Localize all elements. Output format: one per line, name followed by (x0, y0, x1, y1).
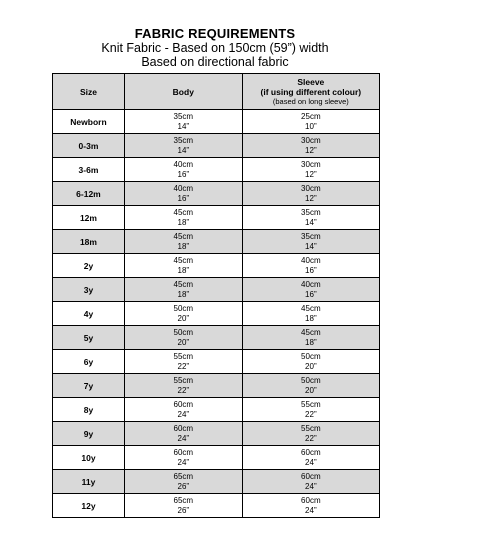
body-cm-value: 55cm (173, 375, 194, 385)
column-header-body: Body (124, 74, 242, 110)
table-body (53, 110, 380, 518)
sleeve-cell (242, 398, 379, 422)
table-row (53, 182, 380, 206)
size-cell: 3y (53, 278, 125, 302)
sleeve-cell (242, 302, 379, 326)
subtitle-directional: Based on directional fabric (141, 55, 289, 69)
body-inch-value: 14” (177, 121, 190, 131)
sleeve-cell (242, 446, 379, 470)
sleeve-inch-value: 12” (305, 145, 317, 155)
body-cell (124, 110, 242, 134)
table-row (53, 374, 380, 398)
sleeve-inch-value: 14” (305, 217, 317, 227)
body-cm-value: 45cm (173, 279, 194, 289)
body-inch-value: 18” (177, 217, 190, 227)
sleeve-cm-value: 45cm (301, 303, 321, 313)
body-cm-value: 65cm (173, 471, 194, 481)
sleeve-cm-value: 55cm (301, 399, 321, 409)
body-inch-value: 18” (177, 265, 190, 275)
sleeve-cell (242, 326, 379, 350)
body-cell (124, 278, 242, 302)
table-row (53, 230, 380, 254)
page-title: FABRIC REQUIREMENTS (134, 26, 296, 41)
sleeve-inch-value: 22” (305, 409, 317, 419)
table-row (53, 494, 380, 518)
subtitle-fabric-width: Knit Fabric - Based on 150cm (59”) width (101, 41, 329, 55)
table-row (53, 158, 380, 182)
body-cell (124, 398, 242, 422)
body-cm-value: 45cm (173, 231, 194, 241)
body-cm-value: 50cm (173, 327, 194, 337)
body-cm-value: 45cm (173, 255, 194, 265)
size-cell: 18m (53, 230, 125, 254)
size-cell: 0-3m (53, 134, 125, 158)
sleeve-cm-value: 35cm (301, 231, 321, 241)
body-cell (124, 134, 242, 158)
table-row (53, 206, 380, 230)
body-cm-value: 35cm (173, 111, 194, 121)
sleeve-cell (242, 470, 379, 494)
size-cell: 4y (53, 302, 125, 326)
sleeve-cm-value: 60cm (301, 471, 321, 481)
sleeve-inch-value: 24” (305, 481, 317, 491)
column-header-sleeve (242, 74, 379, 110)
sleeve-cell (242, 206, 379, 230)
sleeve-inch-value: 14” (305, 241, 317, 251)
size-cell: 7y (53, 374, 125, 398)
body-inch-value: 20” (177, 337, 190, 347)
body-cell (124, 182, 242, 206)
body-cell (124, 302, 242, 326)
sleeve-cm-value: 40cm (301, 255, 321, 265)
sleeve-cell (242, 422, 379, 446)
body-cell (124, 494, 242, 518)
sleeve-cm-value: 45cm (301, 327, 321, 337)
body-cm-value: 40cm (173, 183, 194, 193)
table-row (53, 278, 380, 302)
sleeve-cell (242, 254, 379, 278)
body-cm-value: 55cm (173, 351, 194, 361)
body-cm-value: 60cm (173, 447, 194, 457)
sleeve-inch-value: 18” (305, 313, 317, 323)
table-row (53, 110, 380, 134)
body-inch-value: 18” (177, 241, 190, 251)
sleeve-cell (242, 134, 379, 158)
table-row (53, 326, 380, 350)
size-cell: 12y (53, 494, 125, 518)
size-cell: 8y (53, 398, 125, 422)
sleeve-cm-value: 30cm (301, 135, 321, 145)
sleeve-cm-value: 60cm (301, 495, 321, 505)
table-row (53, 302, 380, 326)
sleeve-inch-value: 16” (305, 289, 317, 299)
body-inch-value: 24” (177, 457, 190, 467)
table-row (53, 422, 380, 446)
body-cm-value: 50cm (173, 303, 194, 313)
size-cell: 6-12m (53, 182, 125, 206)
body-cm-value: 60cm (173, 399, 194, 409)
size-cell: 10y (53, 446, 125, 470)
body-cell (124, 254, 242, 278)
body-inch-value: 16” (177, 169, 190, 179)
body-inch-value: 20” (177, 313, 190, 323)
body-cell (124, 230, 242, 254)
sleeve-cell (242, 230, 379, 254)
sleeve-cm-value: 50cm (301, 375, 321, 385)
table-row (53, 398, 380, 422)
body-inch-value: 24” (177, 433, 190, 443)
body-cm-value: 40cm (173, 159, 194, 169)
table-row (53, 254, 380, 278)
sleeve-cm-value: 50cm (301, 351, 321, 361)
sleeve-inch-value: 12” (305, 169, 317, 179)
size-cell: 12m (53, 206, 125, 230)
body-inch-value: 14” (177, 145, 190, 155)
sleeve-inch-value: 16” (305, 265, 317, 275)
sleeve-inch-value: 12” (305, 193, 317, 203)
sleeve-inch-value: 20” (305, 361, 317, 371)
body-cm-value: 60cm (173, 423, 194, 433)
header (0, 26, 430, 69)
size-cell: 11y (53, 470, 125, 494)
body-cm-value: 65cm (173, 495, 194, 505)
sleeve-inch-value: 22” (305, 433, 317, 443)
sleeve-cell (242, 350, 379, 374)
body-inch-value: 22” (177, 385, 190, 395)
body-inch-value: 16” (177, 193, 190, 203)
body-cell (124, 158, 242, 182)
size-cell: 3-6m (53, 158, 125, 182)
sleeve-cell (242, 182, 379, 206)
sleeve-inch-value: 24” (305, 457, 317, 467)
size-cell: 9y (53, 422, 125, 446)
column-header-size: Size (53, 74, 125, 110)
body-inch-value: 26” (177, 481, 190, 491)
body-inch-value: 24” (177, 409, 190, 419)
body-cell (124, 206, 242, 230)
body-cell (124, 374, 242, 398)
sleeve-header-subtitle: (if using different colour) (260, 86, 362, 97)
sleeve-inch-value: 10” (305, 121, 317, 131)
body-cell (124, 326, 242, 350)
sleeve-cell (242, 374, 379, 398)
size-cell: 6y (53, 350, 125, 374)
sleeve-cm-value: 55cm (301, 423, 321, 433)
size-cell: 2y (53, 254, 125, 278)
table-header-row (53, 74, 380, 110)
table-row (53, 134, 380, 158)
sleeve-inch-value: 18” (305, 337, 317, 347)
sleeve-inch-value: 20” (305, 385, 317, 395)
sleeve-cm-value: 25cm (301, 111, 321, 121)
table-row (53, 350, 380, 374)
body-inch-value: 26” (177, 505, 190, 515)
body-cm-value: 35cm (173, 135, 194, 145)
body-cell (124, 446, 242, 470)
fabric-requirements-table (52, 73, 380, 518)
sleeve-cell (242, 278, 379, 302)
body-cell (124, 470, 242, 494)
body-cell (124, 422, 242, 446)
table-row (53, 446, 380, 470)
sleeve-cell (242, 158, 379, 182)
sleeve-header-title: Sleeve (297, 76, 325, 87)
size-cell: Newborn (53, 110, 125, 134)
sleeve-cell (242, 494, 379, 518)
table-row (53, 470, 380, 494)
size-cell: 5y (53, 326, 125, 350)
body-cell (124, 350, 242, 374)
body-inch-value: 18” (177, 289, 190, 299)
body-cm-value: 45cm (173, 207, 194, 217)
sleeve-cm-value: 35cm (301, 207, 321, 217)
sleeve-cm-value: 60cm (301, 447, 321, 457)
sleeve-cm-value: 30cm (301, 183, 321, 193)
sleeve-inch-value: 24” (305, 505, 317, 515)
sleeve-header-note: (based on long sleeve) (272, 96, 349, 106)
sleeve-cm-value: 40cm (301, 279, 321, 289)
sleeve-cm-value: 30cm (301, 159, 321, 169)
body-inch-value: 22” (177, 361, 190, 371)
sleeve-cell (242, 110, 379, 134)
